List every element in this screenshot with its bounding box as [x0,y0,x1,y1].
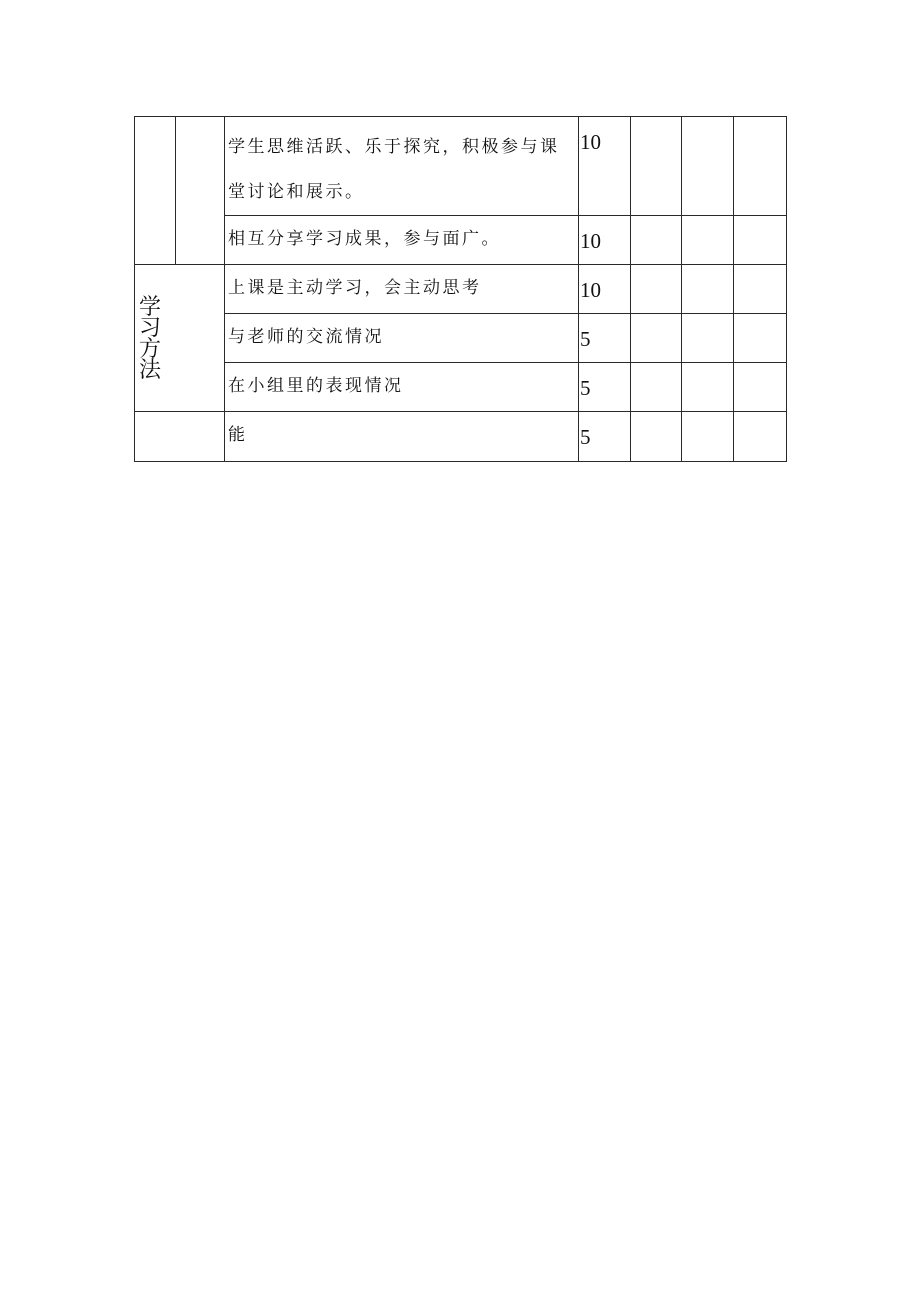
table-row [135,216,787,265]
rating-cell [734,265,787,314]
rating-cell [734,412,787,462]
rating-cell [631,412,682,462]
table-row [135,363,787,412]
rating-cell [734,363,787,412]
rating-cell [631,265,682,314]
score-cell: 10 [579,117,631,216]
rating-cell [682,265,734,314]
rating-cell [682,412,734,462]
criteria-cell: 能 [225,412,579,462]
category-study-method [135,265,225,412]
criteria-cell: 在小组里的表现情况 [225,363,579,412]
category-study-method-label: 学 习 方 法 [139,295,162,383]
evaluation-table [134,116,787,462]
rating-cell [734,216,787,265]
rating-cell [734,117,787,216]
criteria-cell: 学生思维活跃、乐于探究，积极参与课堂讨论和展示。 [225,117,579,216]
score-cell: 5 [579,363,631,412]
rating-cell [682,363,734,412]
criteria-cell: 与老师的交流情况 [225,314,579,363]
score-cell: 5 [579,412,631,462]
rating-cell [682,117,734,216]
criteria-cell: 相互分享学习成果，参与面广。 [225,216,579,265]
rating-cell [682,216,734,265]
criteria-cell: 上课是主动学习，会主动思考 [225,265,579,314]
rating-cell [631,314,682,363]
table-row [135,314,787,363]
table-row [135,412,787,462]
rating-cell [631,363,682,412]
subcategory-cell-empty [176,117,225,265]
score-cell: 10 [579,265,631,314]
rating-cell [734,314,787,363]
table-row [135,117,787,216]
score-cell: 10 [579,216,631,265]
table-row [135,265,787,314]
rating-cell [631,117,682,216]
score-cell: 5 [579,314,631,363]
category-cell-empty [135,412,225,462]
category-cell-empty [135,117,176,265]
rating-cell [682,314,734,363]
rating-cell [631,216,682,265]
